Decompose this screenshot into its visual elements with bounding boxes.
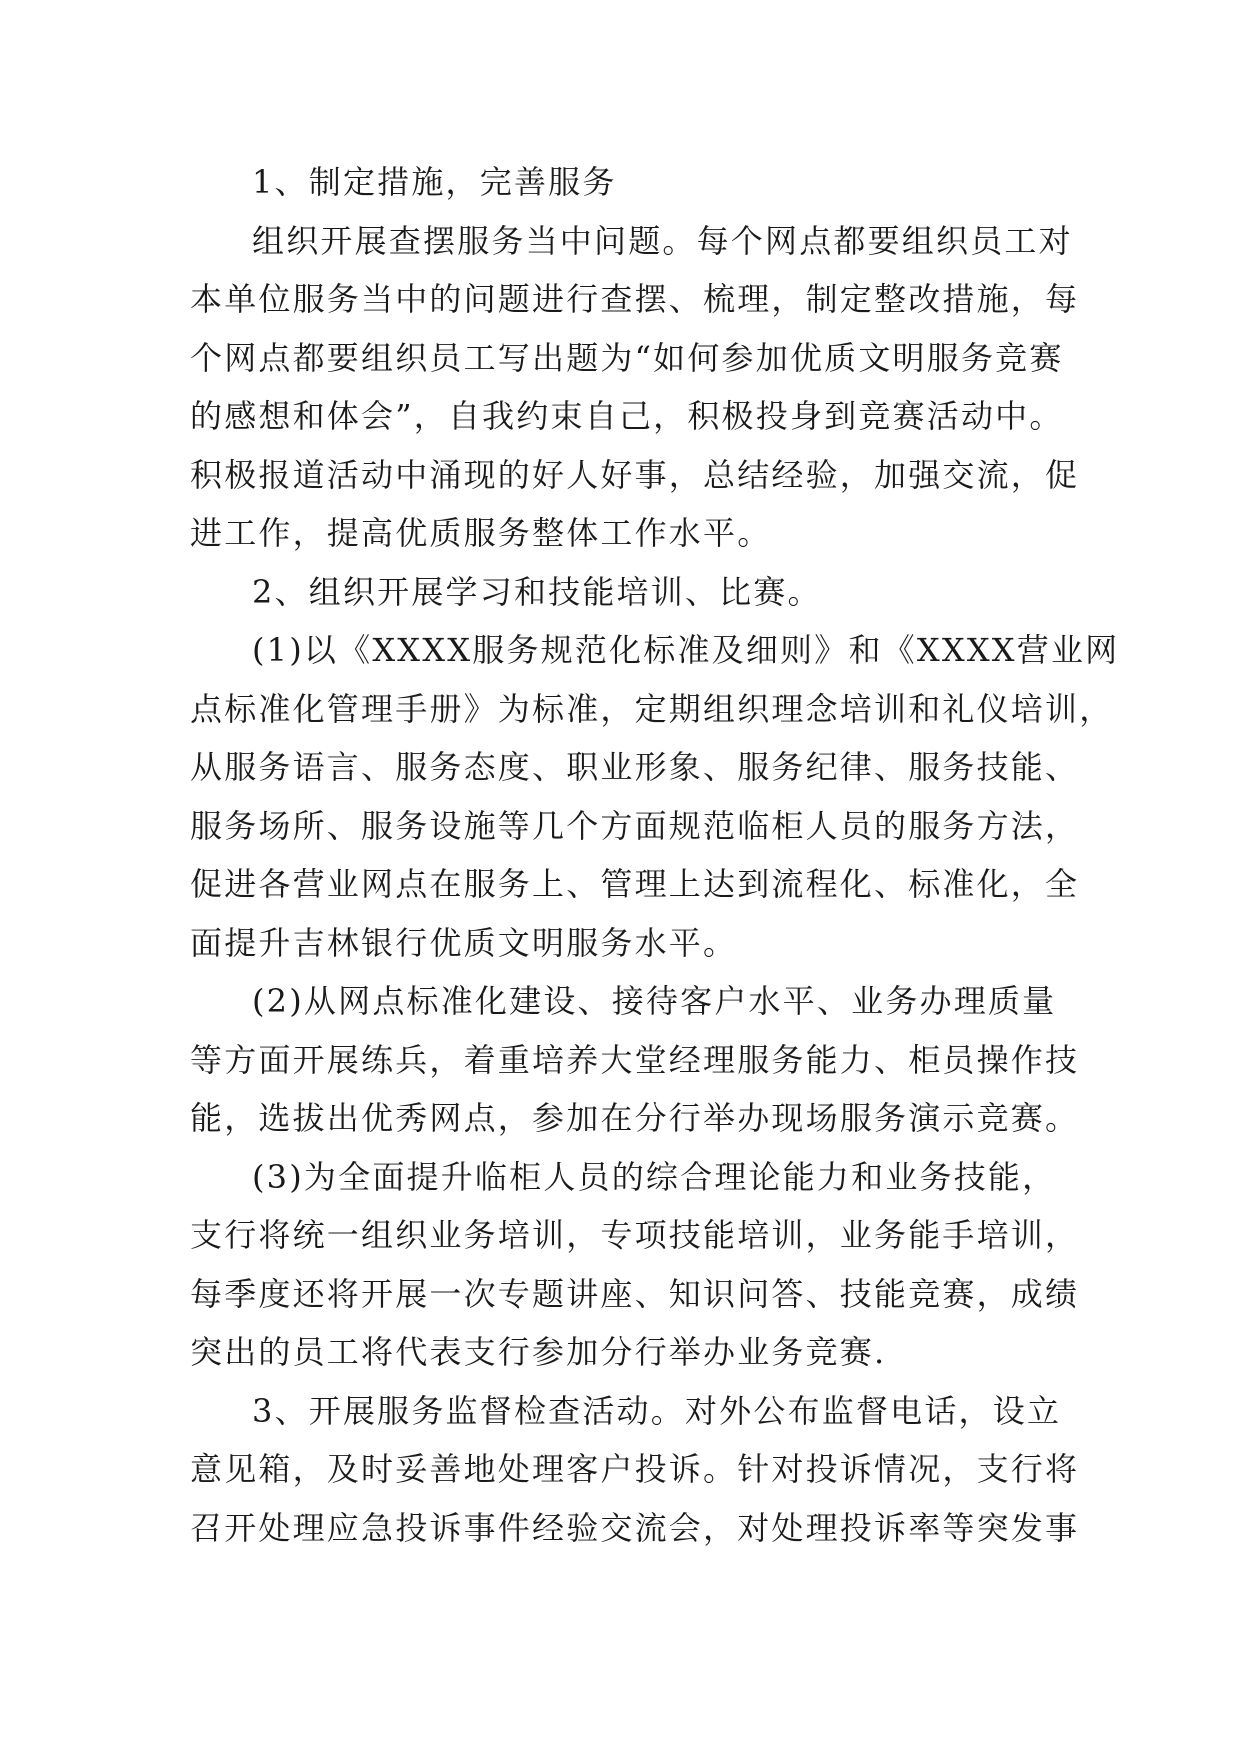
paragraph-line: 每季度还将开展一次专题讲座、知识问答、技能竞赛，成绩: [190, 1274, 1080, 1313]
paragraph-line: 个网点都要组织员工写出题为“如何参加优质文明服务竞赛: [190, 338, 1064, 377]
paragraph-line: (2)从网点标准化建设、接待客户水平、业务办理质量: [252, 982, 1057, 1020]
paragraph-line: 面提升吉林银行优质文明服务水平。: [190, 923, 738, 962]
section-heading-2: 2、组织开展学习和技能培训、比赛。: [252, 572, 822, 611]
paragraph-line: 能，选拔出优秀网点，参加在分行举办现场服务演示竞赛。: [190, 1099, 1080, 1137]
paragraph-line: 进工作，提高优质服务整体工作水平。: [190, 514, 772, 552]
paragraph-line: 积极报道活动中涌现的好人好事，总结经验，加强交流，促: [190, 455, 1080, 494]
paragraph-line: (1)以《XXXX服务规范化标准及细则》和《XXXX营业网: [252, 631, 1120, 669]
paragraph-line: 意见箱，及时妥善地处理客户投诉。针对投诉情况，支行将: [190, 1450, 1080, 1488]
paragraph-line: 点标准化管理手册》为标准，定期组织理念培训和礼仪培训，: [190, 689, 1114, 728]
document-body: [190, 160, 1120, 1564]
paragraph-line: 服务场所、服务设施等几个方面规范临柜人员的服务方法，: [190, 806, 1080, 845]
paragraph-line: 召开处理应急投诉事件经验交流会，对处理投诉率等突发事: [190, 1508, 1080, 1547]
paragraph-line: (3)为全面提升临柜人员的综合理论能力和业务技能，: [252, 1157, 1057, 1196]
paragraph-line: 从服务语言、服务态度、职业形象、服务纪律、服务技能、: [190, 748, 1080, 786]
section-heading-1: 1、制定措施，完善服务: [252, 163, 617, 201]
paragraph-line: 组织开展查摆服务当中问题。每个网点都要组织员工对: [252, 221, 1073, 260]
paragraph-line: 突出的员工将代表支行参加分行举办业务竞赛.: [190, 1333, 887, 1371]
paragraph-line: 支行将统一组织业务培训，专项技能培训，业务能手培训，: [190, 1216, 1080, 1254]
section-heading-3: 3、开展服务监督检查活动。对外公布监督电话，设立: [252, 1391, 1062, 1430]
paragraph-line: 促进各营业网点在服务上、管理上达到流程化、标准化，全: [190, 865, 1080, 903]
paragraph-line: 本单位服务当中的问题进行查摆、梳理，制定整改措施，每: [190, 280, 1080, 318]
paragraph-line: 等方面开展练兵，着重培养大堂经理服务能力、柜员操作技: [190, 1040, 1080, 1079]
paragraph-line: 的感想和体会”，自我约束自己，积极投身到竞赛活动中。: [190, 397, 1064, 435]
